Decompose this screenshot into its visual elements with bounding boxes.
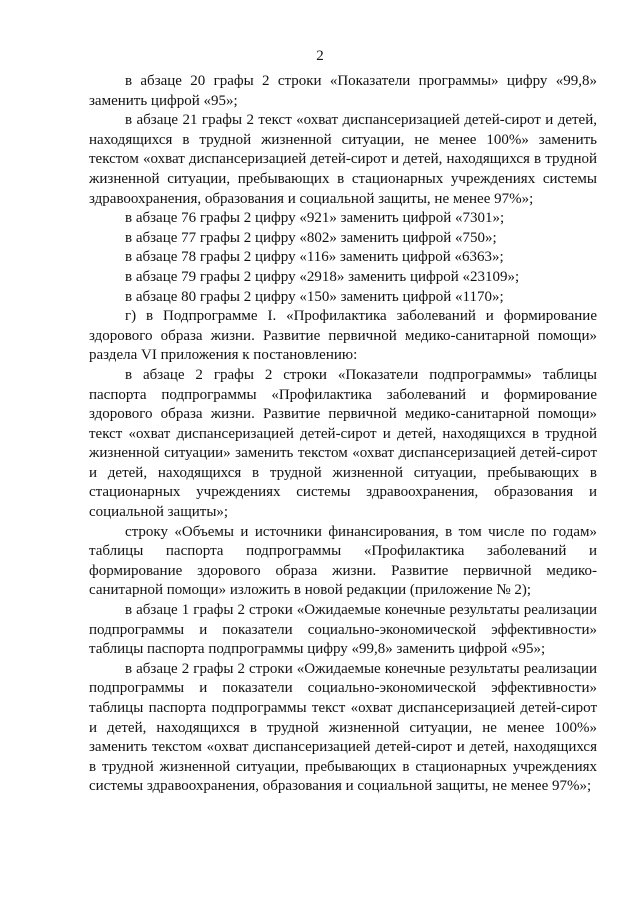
paragraph-expected-results-1: в абзаце 1 графы 2 строки «Ожидаемые конечные результаты реализации подпрограммы и показатели социально-экономической эффективности» таблицы паспорта подпрограммы цифру «99,8» заменить цифрой «95»; xyxy=(89,602,597,658)
page-number: 2 xyxy=(316,48,324,64)
paragraph-abzac-80: в абзаце 80 графы 2 цифру «150» заменить цифрой «1170»; xyxy=(125,288,504,305)
paragraph-indicators: в абзаце 2 графы 2 строки «Показатели подпрограммы» таблицы паспорта подпрограммы «Профилактика заболеваний и формирование здорового образа жизни. Развитие первичной медико-санитарной помощи» текст «охват диспансеризацией детей-сирот и детей, находящихся в трудной жизненной ситуации» заменить текстом «охват диспансеризацией детей-сирот и детей, находящихся в трудной жизненной ситуации, пребывающих в стационарных учреждениях системы здравоохранения, образования и социальной защиты»; xyxy=(89,366,597,521)
paragraph-abzac-76: в абзаце 76 графы 2 цифру «921» заменить цифрой «7301»; xyxy=(125,210,505,227)
document-body xyxy=(89,72,597,797)
paragraph-abzac-77: в абзаце 77 графы 2 цифру «802» заменить цифрой «750»; xyxy=(125,229,497,246)
paragraph-subprogram-intro: г) в Подпрограмме I. «Профилактика заболеваний и формирование здорового образа жизни. Развитие первичной медико-санитарной помощи» раздела VI приложения к постановлению: xyxy=(89,308,597,364)
paragraph-abzac-21: в абзаце 21 графы 2 текст «охват диспансеризацией детей-сирот и детей, находящихся в трудной жизненной ситуации, не менее 100%» заменить текстом «охват диспансеризацией детей-сирот и детей, находящихся в трудной жизненной ситуации, пребывающих в стационарных учреждениях системы здравоохранения, образования и социальной защиты, не менее 97%»; xyxy=(89,112,597,207)
paragraph-financing: строку «Объемы и источники финансирования, в том числе по годам» таблицы паспорта подпрограммы «Профилактика заболеваний и формирование здорового образа жизни. Развитие первичной медико-санитарной помощи» изложить в новой редакции (приложение № 2); xyxy=(89,523,597,599)
paragraph-abzac-20: в абзаце 20 графы 2 строки «Показатели программы» цифру «99,8» заменить цифрой «95»; xyxy=(89,73,597,109)
paragraph-abzac-78: в абзаце 78 графы 2 цифру «116» заменить цифрой «6363»; xyxy=(125,249,504,266)
paragraph-abzac-79: в абзаце 79 графы 2 цифру «2918» заменить цифрой «23109»; xyxy=(125,268,520,285)
paragraph-expected-results-2: в абзаце 2 графы 2 строки «Ожидаемые конечные результаты реализации подпрограммы и показатели социально-экономической эффективности» таблицы паспорта подпрограммы текст «охват диспансеризацией детей-сирот и детей, находящихся в трудной жизненной ситуации, не менее 100%» заменить текстом «охват диспансеризацией детей-сирот и детей, находящихся в трудной жизненной ситуации, пребывающих в стационарных учреждениях системы здравоохранения, образования и социальной защиты, не менее 97%»; xyxy=(89,660,597,795)
